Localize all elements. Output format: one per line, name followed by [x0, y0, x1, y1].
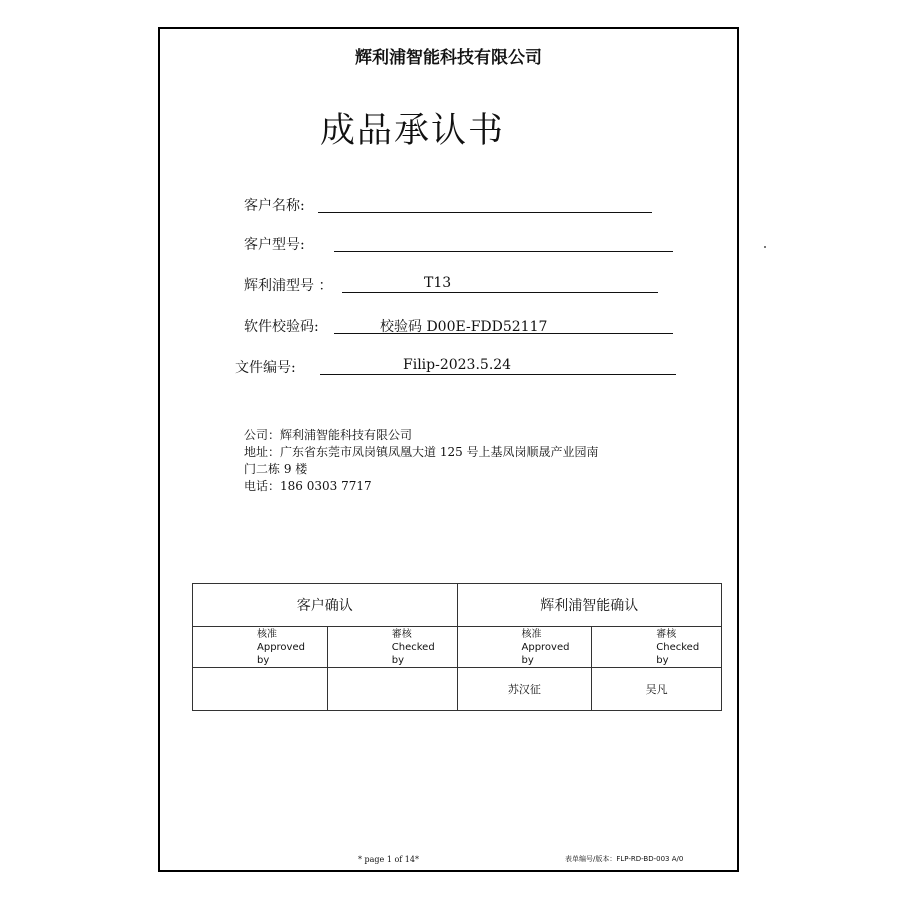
- customer-name-label: 客户名称:: [244, 198, 305, 214]
- checksum-label: 软件校验码:: [244, 319, 319, 335]
- customer-model-line: [334, 234, 673, 252]
- company-header: 辉利浦智能科技有限公司: [355, 48, 542, 68]
- doc-number-label: 文件编号:: [235, 360, 296, 376]
- hlp-model-line: [342, 275, 658, 293]
- customer-checker-signature: [327, 668, 457, 711]
- hlp-approver-signature: 苏汉征: [457, 668, 592, 711]
- checksum-value: 校验码 D00E-FDD52117: [380, 319, 548, 335]
- customer-model-field: [244, 234, 684, 254]
- contact-phone: 电话：186 0303 7717: [244, 479, 372, 493]
- customer-name-field: [244, 195, 664, 215]
- customer-approved-header: [193, 627, 328, 668]
- doc-number-field: [235, 357, 685, 377]
- contact-address-line1: 地址：广东省东莞市凤岗镇凤凰大道 125 号上基凤岗顺晟产业园南: [244, 445, 599, 459]
- hlp-checked-header: [592, 627, 722, 668]
- contact-info: [244, 427, 624, 495]
- checksum-field: [244, 316, 684, 336]
- stray-mark: [764, 246, 766, 248]
- approved-by-label: by: [257, 654, 270, 666]
- customer-model-label: 客户型号:: [244, 237, 305, 253]
- checked-by-label: by: [391, 654, 405, 666]
- checked-by-label: by: [656, 654, 669, 666]
- contact-company: 公司：辉利浦智能科技有限公司: [244, 428, 413, 442]
- hlp-approved-header: [457, 627, 592, 668]
- document-title: 成品承认书: [320, 111, 506, 151]
- customer-approver-signature: [193, 668, 328, 711]
- customer-name-line: [318, 195, 652, 213]
- hlp-confirm-header: 辉利浦智能确认: [457, 584, 722, 627]
- hlp-checker-signature: 吴凡: [592, 668, 722, 711]
- contact-address-line2: 门二栋 9 楼: [244, 462, 308, 476]
- hlp-model-value: T13: [424, 275, 452, 291]
- checked-label: 審核 Checked: [656, 628, 700, 653]
- approved-label: 核准 Approved: [521, 628, 570, 653]
- approved-by-label: by: [521, 654, 534, 666]
- page-number: * page 1 of 14*: [358, 855, 419, 864]
- approved-label: 核准 Approved: [257, 628, 305, 653]
- form-number: 表单编号/版本：FLP-RD-BD-003 A/0: [565, 855, 684, 863]
- customer-checked-header: [327, 627, 457, 668]
- customer-confirm-header: 客户确认: [193, 584, 458, 627]
- doc-number-value: Filip-2023.5.24: [403, 357, 512, 373]
- document-page: [158, 27, 739, 872]
- hlp-model-label: 辉利浦型号 ：: [244, 278, 333, 294]
- hlp-model-field: [244, 275, 664, 295]
- checked-label: 審核 Checked: [391, 628, 435, 653]
- approval-table: [192, 583, 722, 711]
